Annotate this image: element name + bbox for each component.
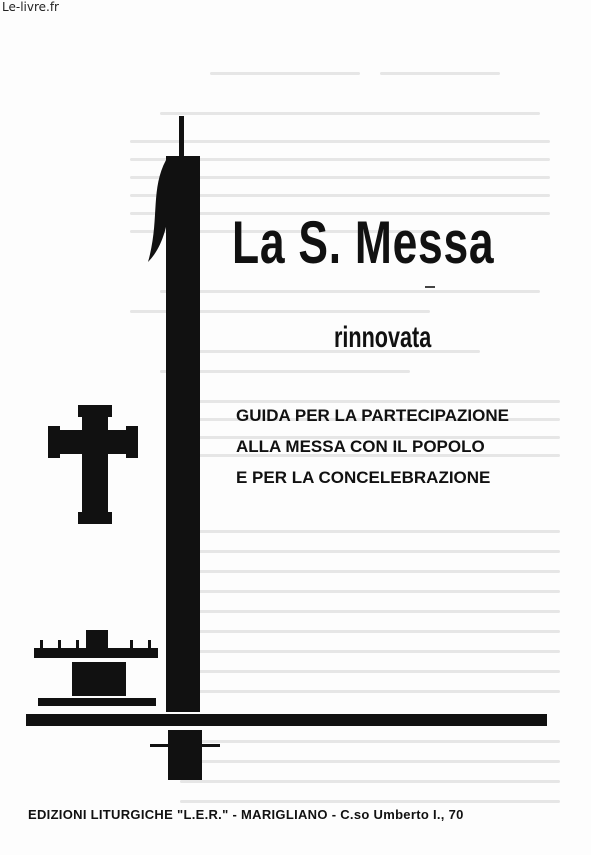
guide-line-2: ALLA MESSA CON IL POPOLO: [236, 437, 485, 456]
cross-icon: [48, 405, 138, 524]
candle: [166, 156, 200, 712]
horizontal-band: [26, 714, 547, 726]
candle-tip: [179, 116, 184, 158]
candle-tick-left: [150, 744, 168, 747]
guide-line-3: E PER LA CONCELEBRAZIONE: [236, 468, 491, 487]
guide-text: [236, 400, 509, 493]
altar-icon: [34, 630, 158, 706]
publisher-line: EDIZIONI LITURGICHE "L.E.R." - MARIGLIANO - C.so Umberto I., 70: [28, 807, 464, 822]
cover-subtitle: rinnovata: [334, 321, 432, 354]
candle-base: [168, 730, 202, 780]
title-dash: [425, 286, 435, 288]
cover-title: La S. Messa: [232, 209, 495, 276]
guide-line-1: GUIDA PER LA PARTECIPAZIONE: [236, 406, 509, 425]
candle-tick: [200, 744, 220, 747]
watermark: Le-livre.fr: [2, 0, 59, 14]
